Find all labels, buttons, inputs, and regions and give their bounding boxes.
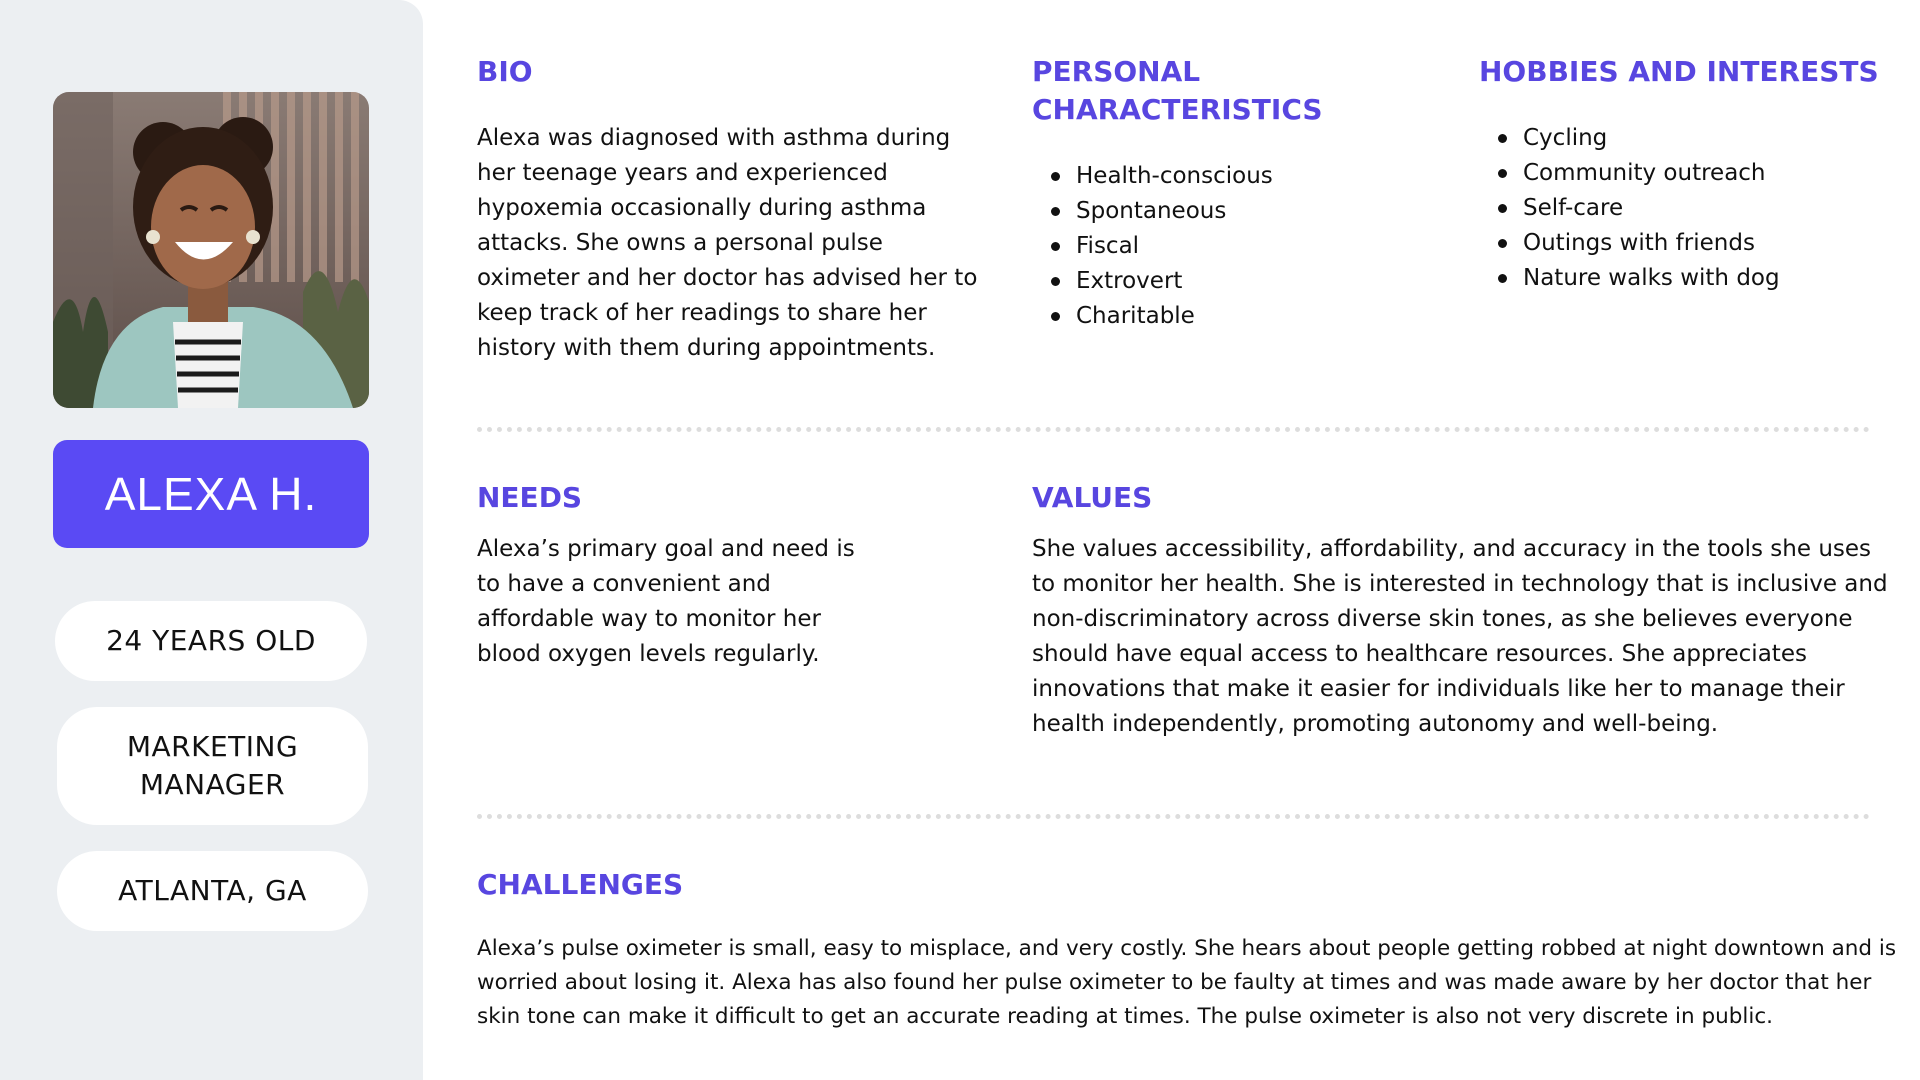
persona-name: ALEXA H.: [53, 440, 369, 548]
section-divider: [477, 814, 1870, 819]
values-text: She values accessibility, affordability, and accuracy in the tools she uses to monitor her health. She is interested in technology that is inclusive and non-discriminatory across diverse skin tones, as she believes everyone should have equal access to healthcare resources. She appreciates innovations that make it easier for individuals like her to manage their health independently, promoting autonomy and well-being.: [1032, 536, 1888, 737]
hobbies-item: Outings with friends: [1493, 226, 1780, 261]
needs-heading: NEEDS: [477, 481, 583, 514]
hobbies-item: Cycling: [1493, 121, 1780, 156]
hobbies-item: Community outreach: [1493, 156, 1780, 191]
persona-photo: [53, 92, 369, 408]
characteristics-item: Health-conscious: [1046, 159, 1273, 194]
challenges-heading: CHALLENGES: [477, 868, 684, 901]
hobbies-item: Nature walks with dog: [1493, 261, 1780, 296]
characteristics-list: [1046, 159, 1273, 334]
hobbies-list: [1493, 121, 1780, 296]
persona-location: ATLANTA, GA: [57, 851, 368, 931]
challenges-text: Alexa’s pulse oximeter is small, easy to misplace, and very costly. She hears about people getting robbed at night downtown and is worried about losing it. Alexa has also found her pulse oximeter to be faulty at times and was made aware by her doctor that her skin tone can make it difficult to get an accurate reading at times. The pulse oximeter is also not very discrete in public.: [477, 936, 1897, 1029]
bio-text: Alexa was diagnosed with asthma during her teenage years and experienced hypoxemia occasionally during asthma attacks. She owns a personal pulse oximeter and her doctor has advised her to keep track of her readings to share her history with them during appointments.: [477, 125, 978, 361]
persona-occupation: MARKETING MANAGER: [57, 707, 368, 825]
needs-text: Alexa’s primary goal and need is to have a convenient and affordable way to monitor her blood oxygen levels regularly.: [477, 536, 855, 667]
persona-photo-image: [53, 92, 369, 408]
hobbies-item: Self-care: [1493, 191, 1780, 226]
characteristics-item: Spontaneous: [1046, 194, 1273, 229]
characteristics-item: Charitable: [1046, 299, 1273, 334]
values-heading: VALUES: [1032, 481, 1153, 514]
section-divider: [477, 427, 1870, 432]
characteristics-item: Fiscal: [1046, 229, 1273, 264]
persona-age: 24 YEARS OLD: [55, 601, 367, 681]
bio-heading: BIO: [477, 55, 533, 88]
characteristics-item: Extrovert: [1046, 264, 1273, 299]
persona-sidebar: [0, 0, 423, 1080]
hobbies-heading: HOBBIES AND INTERESTS: [1479, 55, 1879, 88]
characteristics-heading: PERSONAL CHARACTERISTICS: [1032, 55, 1323, 126]
